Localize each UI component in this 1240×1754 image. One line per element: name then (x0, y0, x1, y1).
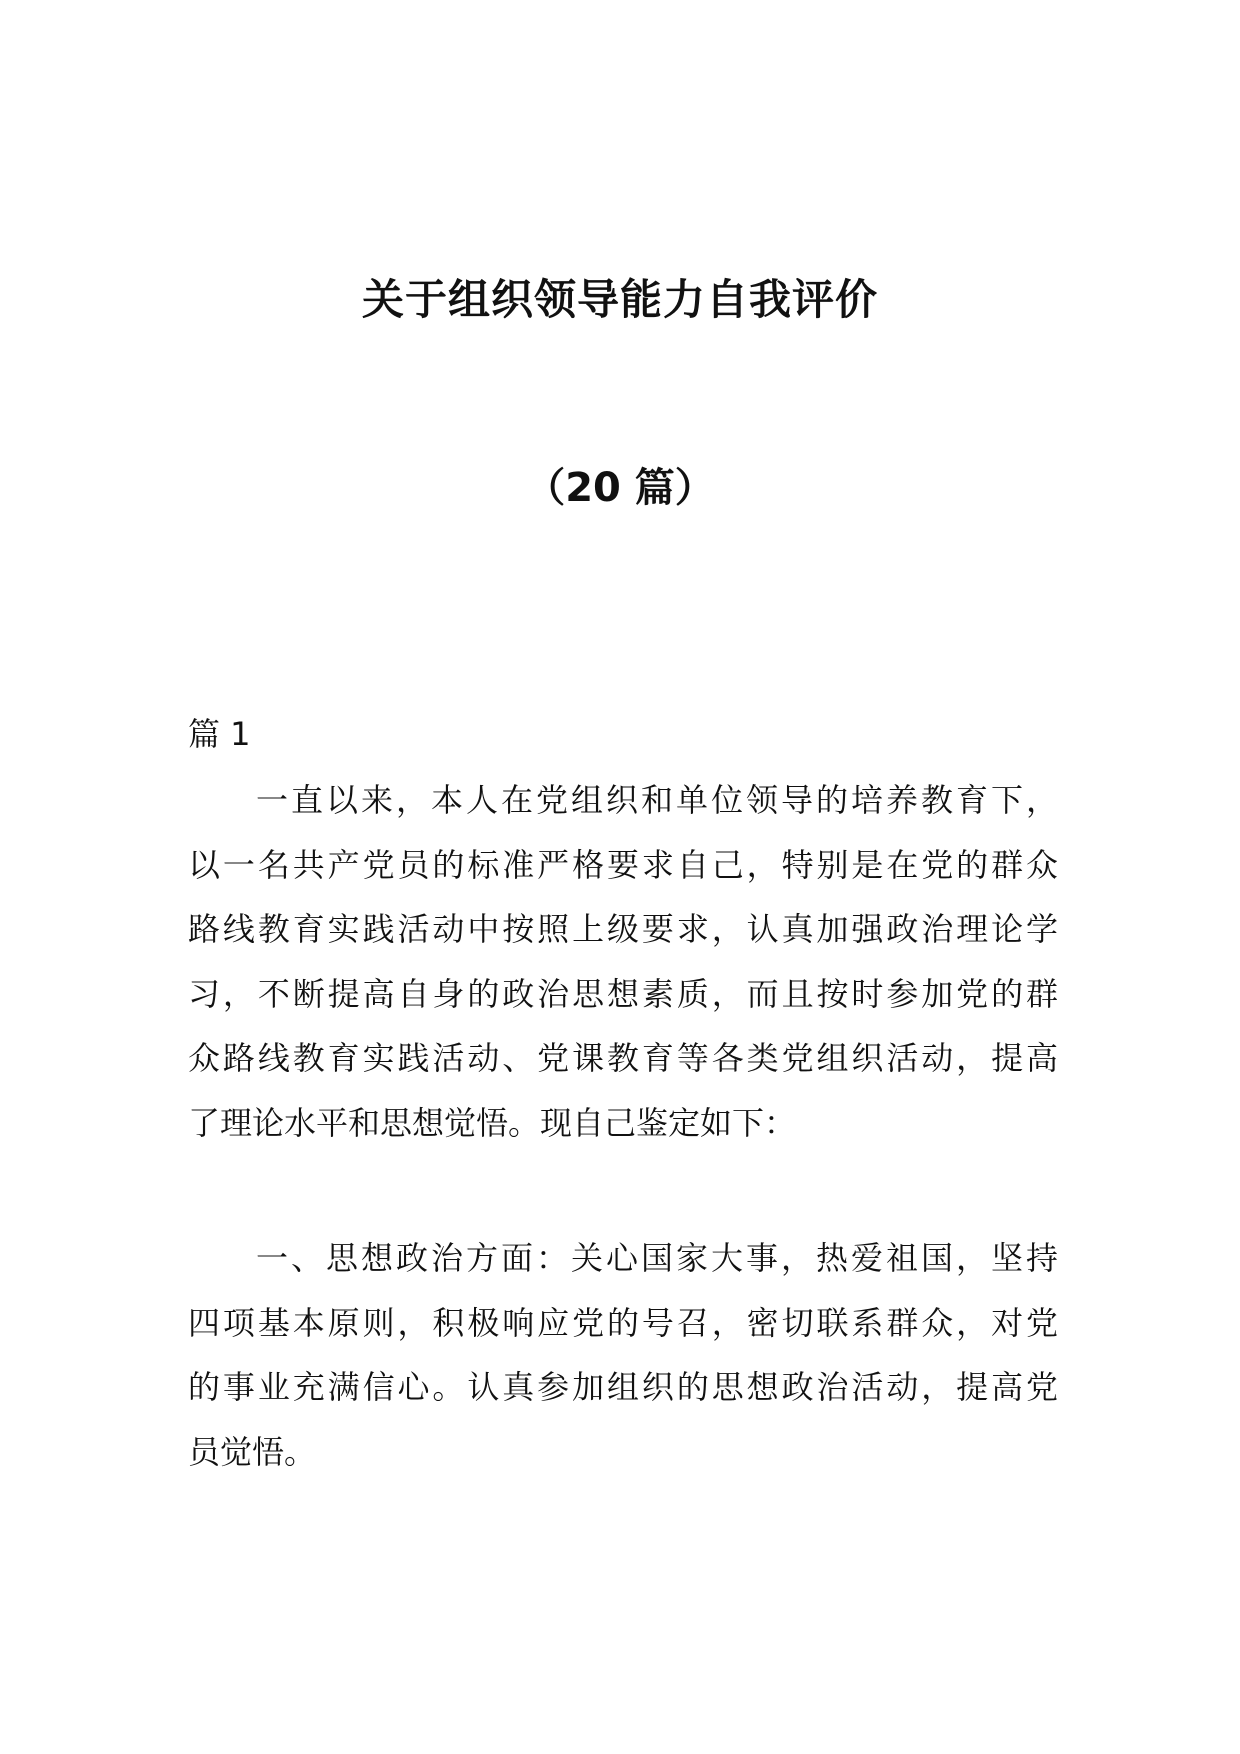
paragraph-political (188, 1226, 1058, 1484)
paragraph-line: 四项基本原则，积极响应党的号召，密切联系群众，对党 (188, 1303, 1058, 1342)
document-subtitle: （20 篇） (525, 465, 715, 511)
paragraph-line: 了理论水平和思想觉悟。现自己鉴定如下： (188, 1103, 797, 1142)
paragraph-intro (188, 768, 1058, 1155)
paragraph-line: 一直以来，本人在党组织和单位领导的培养教育下， (256, 781, 1058, 819)
paragraph-line: 众路线教育实践活动、党课教育等各类党组织活动，提高 (188, 1039, 1058, 1077)
paragraph-line: 习，不断提高自身的政治思想素质，而且按时参加党的群 (188, 974, 1058, 1013)
section-label: 篇 1 (188, 715, 251, 753)
paragraph-line: 以一名共产党员的标准严格要求自己，特别是在党的群众 (188, 845, 1058, 884)
paragraph-line: 路线教育实践活动中按照上级要求，认真加强政治理论学 (188, 910, 1058, 948)
paragraph-line: 一、思想政治方面：关心国家大事，热爱祖国，坚持 (256, 1239, 1058, 1277)
document-title: 关于组织领导能力自我评价 (361, 275, 878, 324)
paragraph-line: 的事业充满信心。认真参加组织的思想政治活动，提高党 (188, 1368, 1058, 1406)
paragraph-line: 员觉悟。 (188, 1432, 317, 1471)
